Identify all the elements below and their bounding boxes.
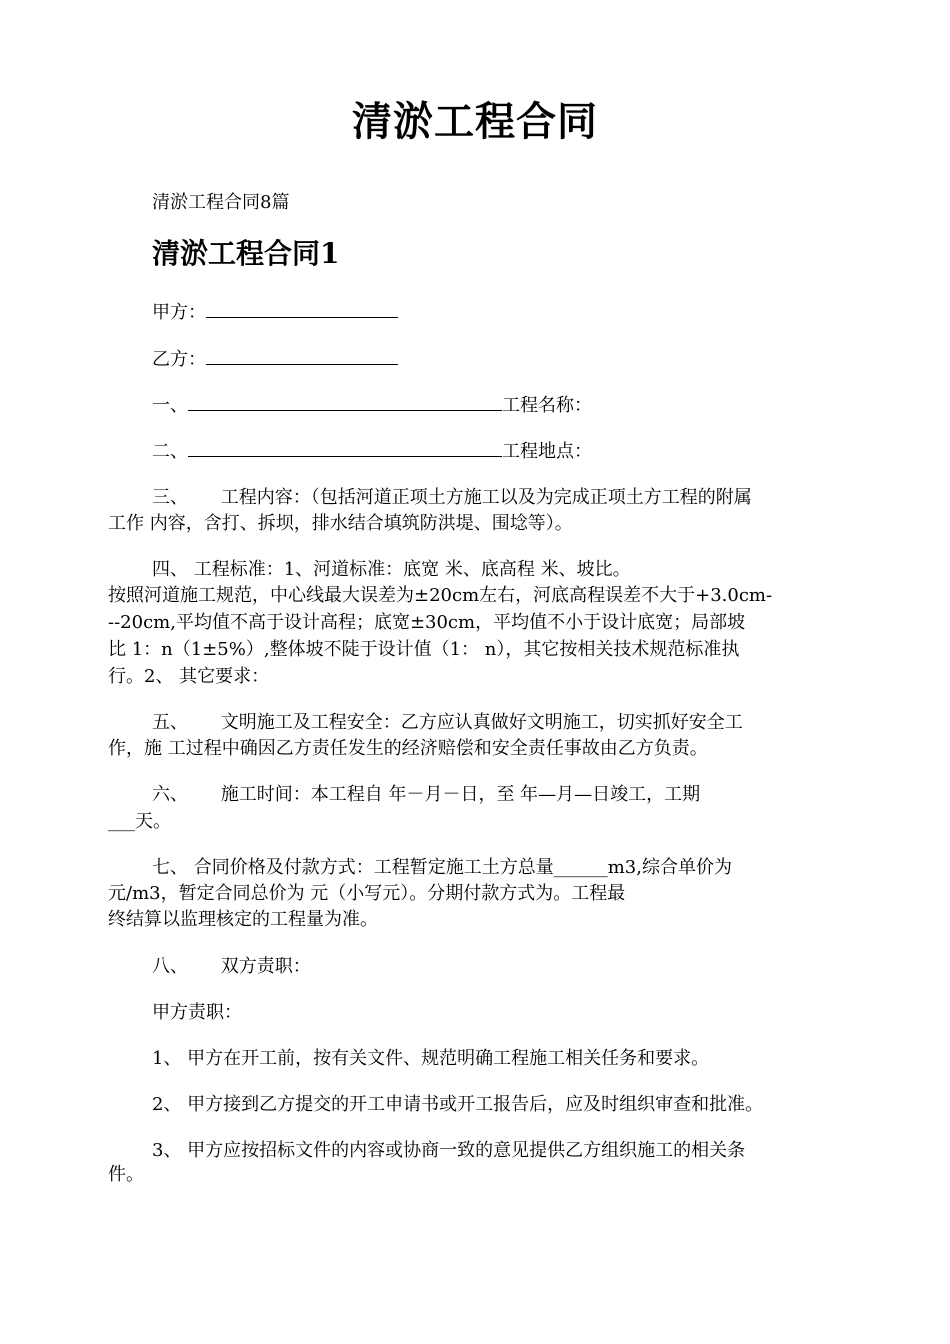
item-6-line-1: 六、 施工时间：本工程自 年－月－日，至 年—月—日竣工，工期 <box>152 784 701 805</box>
item-2-suffix: 工程地点： <box>502 441 592 462</box>
item-7-line-1: 七、 合同价格及付款方式：工程暂定施工土方总量______m3,综合单价为 <box>152 857 732 878</box>
party-b-line <box>152 347 398 373</box>
item-3-line-1: 三、 工程内容：（包括河道正项土方施工以及为完成正项土方工程的附属 <box>152 487 752 508</box>
party-b-label: 乙方： <box>152 349 206 370</box>
item-1-line <box>152 393 592 419</box>
page-title: 清淤工程合同 <box>352 98 598 145</box>
item-2-line <box>152 439 592 465</box>
item-4-line-1: 四、 工程标准：1、河道标准：底宽 米、底高程 米、坡比。 <box>152 559 631 580</box>
item-4-line-3: --20cm,平均值不高于设计高程；底宽±30cm，平均值不小于设计底宽；局部坡 <box>108 612 746 633</box>
item-4-line-4: 比 1：n（1±5%）,整体坡不陡于设计值（1： n），其它按相关技术规范标准执 <box>108 639 740 660</box>
party-a-duties-heading: 甲方责职： <box>152 1002 242 1023</box>
duty-3-line-1: 3、 甲方应按招标文件的内容或协商一致的意见提供乙方组织施工的相关条 <box>152 1140 746 1161</box>
item-5-line-1: 五、 文明施工及工程安全：乙方应认真做好文明施工，切实抓好安全工 <box>152 712 743 733</box>
item-3-line-2: 工作 内容，含打、拆坝，排水结合填筑防洪堤、围埝等）。 <box>108 513 573 534</box>
duty-2: 2、 甲方接到乙方提交的开工申请书或开工报告后，应及时组织审查和批准。 <box>152 1094 764 1115</box>
party-a-blank <box>206 301 398 318</box>
item-1-suffix: 工程名称： <box>502 395 592 416</box>
item-2-prefix: 二、 <box>152 441 188 462</box>
item-2-blank <box>188 440 502 457</box>
item-7-line-2: 元/m3，暂定合同总价为 元（小写元）。分期付款方式为。工程最 <box>108 883 626 904</box>
section-heading: 清淤工程合同1 <box>152 237 340 270</box>
item-4-line-2: 按照河道施工规范，中心线最大误差为±20cm左右，河底高程误差不大于+3.0cm- <box>108 585 773 606</box>
item-7-line-3: 终结算以监理核定的工程量为准。 <box>108 909 378 930</box>
party-a-label: 甲方： <box>152 302 206 323</box>
item-1-prefix: 一、 <box>152 395 188 416</box>
item-6-line-2: ___天。 <box>108 811 171 832</box>
item-8-line: 八、 双方责职： <box>152 956 311 977</box>
item-4-line-5: 行。2、 其它要求： <box>108 666 270 687</box>
duty-3-line-2: 件。 <box>108 1164 144 1185</box>
item-1-blank <box>188 394 502 411</box>
duty-1: 1、 甲方在开工前，按有关文件、规范明确工程施工相关任务和要求。 <box>152 1048 710 1069</box>
party-a-line <box>152 300 398 326</box>
document-subtitle: 清淤工程合同8篇 <box>152 192 290 213</box>
party-b-blank <box>206 348 398 365</box>
item-5-line-2: 作，施 工过程中确因乙方责任发生的经济赔偿和安全责任事故由乙方负责。 <box>108 738 708 759</box>
